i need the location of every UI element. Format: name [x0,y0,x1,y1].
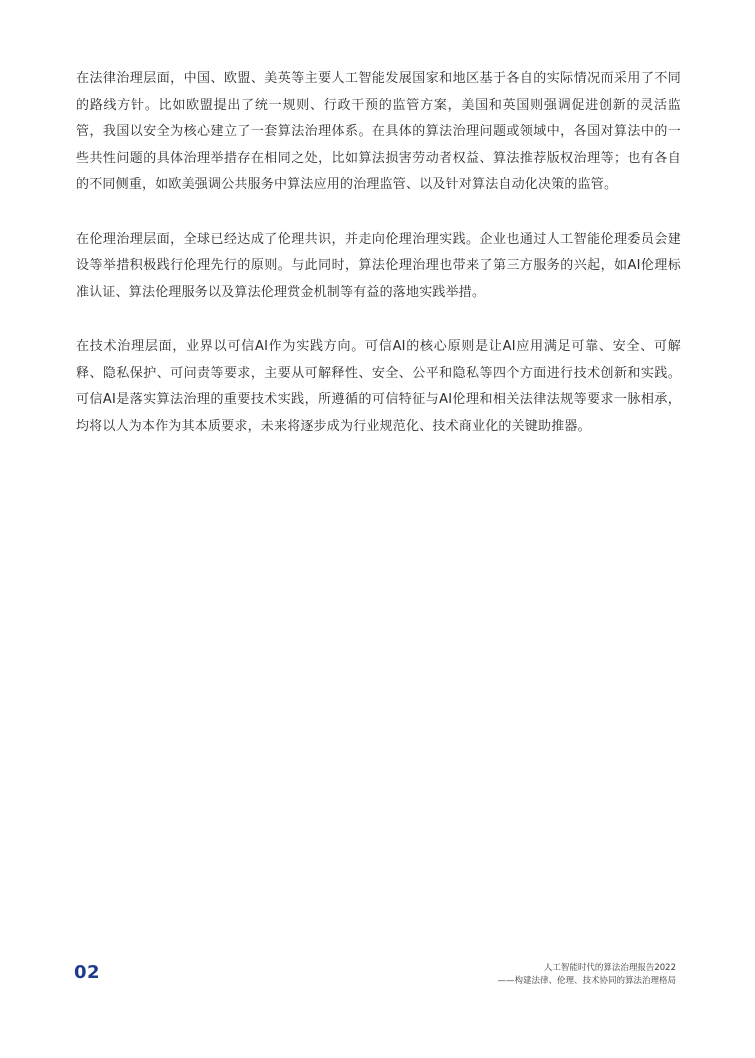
paragraph-technical-governance: 在技术治理层面，业界以可信AI作为实践方向。可信AI的核心原则是让AI应用满足可靠、安全、可解释、隐私保护、可问责等要求，主要从可解释性、安全、公平和隐私等四个方面进行技术创新和实践。可信AI是落实算法治理的重要技术实践，所遵循的可信特征与AI伦理和相关法律法规等要求一脉相承，均将以人为本作为其本质要求，未来将逐步成为行业规范化、技术商业化的关键助推器。 [76,339,681,434]
paragraph-ethical-governance: 在伦理治理层面，全球已经达成了伦理共识，并走向伦理治理实践。企业也通过人工智能伦理委员会建设等举措积极践行伦理先行的原则。与此同时，算法伦理治理也带来了第三方服务的兴起，如AI伦理标准认证、算法伦理服务以及算法伦理赏金机制等有益的落地实践举措。 [76,231,681,300]
footer-report-title [497,962,676,988]
footer-title-line2: ——构建法律、伦理、技术协同的算法治理格局 [497,976,676,986]
footer-title-line1: 人工智能时代的算法治理报告2022 [543,963,676,973]
paragraph-legal-governance: 在法律治理层面，中国、欧盟、美英等主要人工智能发展国家和地区基于各自的实际情况而采用了不同的路线方针。比如欧盟提出了统一规则、行政干预的监管方案，美国和英国则强调促进创新的灵活监管，我国以安全为核心建立了一套算法治理体系。在具体的算法治理问题或领域中，各国对算法中的一些共性问题的具体治理举措存在相同之处，比如算法损害劳动者权益、算法推荐版权治理等；也有各自的不同侧重，如欧美强调公共服务中算法应用的治理监管、以及针对算法自动化决策的监管。 [76,71,681,192]
page-number: 02 [74,962,101,983]
body-content [76,66,681,468]
